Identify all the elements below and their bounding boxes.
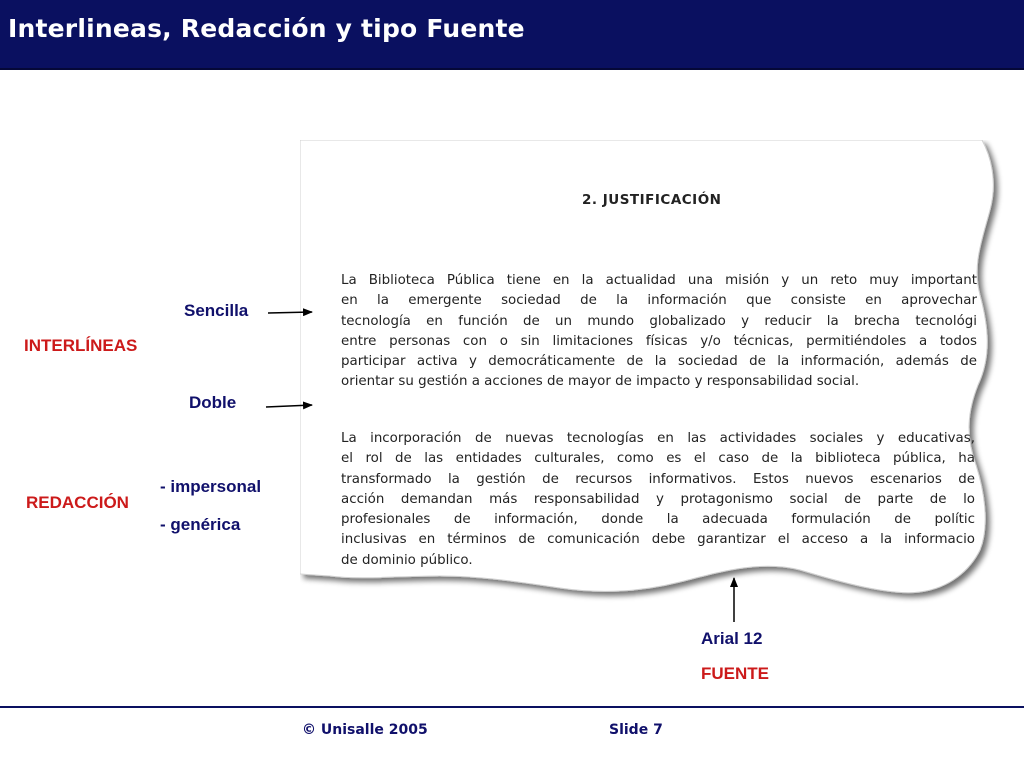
redaccion-label: REDACCIÓN xyxy=(26,493,129,512)
sencilla-label: Sencilla xyxy=(184,301,249,320)
fuente-label: FUENTE xyxy=(701,664,769,683)
paragraph-line: el rol de las entidades culturales, como es el caso de la biblioteca pública, ha xyxy=(341,451,975,467)
paragraph-line: acción demandan más responsabilidad y protagonismo social de parte de lo xyxy=(341,491,975,507)
document-heading: 2. JUSTIFICACIÓN xyxy=(582,192,722,208)
doble-label: Doble xyxy=(189,393,237,412)
doble-arrow xyxy=(266,405,312,407)
paragraph-line: participar activa y democráticamente de la sociedad de la información, además de xyxy=(341,354,977,370)
slide-title: Interlineas, Redacción y tipo Fuente xyxy=(8,14,525,43)
interlineas-label: INTERLÍNEAS xyxy=(24,336,138,355)
generica-label: - genérica xyxy=(160,515,241,534)
paragraph-line: en la emergente sociedad de la información que consiste en aprovechar xyxy=(341,293,977,309)
paragraph-line: inclusivas en términos de comunicación debe garantizar el acceso a la informacio xyxy=(341,532,975,548)
footer-copyright: © Unisalle 2005 xyxy=(302,722,428,738)
paragraph-line: profesionales de información, donde la adecuada formulación de polític xyxy=(341,512,975,528)
paragraph-line: orientar su gestión a acciones de mayor de impacto y responsabilidad social. xyxy=(341,374,860,390)
paragraph-line: transformado la gestión de recursos informativos. Estos nuevos escenarios de xyxy=(341,471,975,487)
paragraph-line: tecnología en función de un mundo globalizado y reducir la brecha tecnológi xyxy=(341,313,977,329)
sencilla-arrow xyxy=(268,312,312,313)
arial-label: Arial 12 xyxy=(701,629,763,648)
paragraph-line: La incorporación de nuevas tecnologías en las actividades sociales y educativas, xyxy=(341,431,975,446)
footer-slide-number: Slide 7 xyxy=(609,722,663,738)
paragraph-line: de dominio público. xyxy=(341,552,473,568)
impersonal-label: - impersonal xyxy=(160,477,262,496)
footer-divider xyxy=(0,706,1024,708)
paragraph-line: entre personas con o sin limitaciones físicas y/o técnicas, permitiéndoles a todos xyxy=(341,333,977,349)
paragraph-line: La Biblioteca Pública tiene en la actualidad una misión y un reto muy important xyxy=(341,273,977,288)
